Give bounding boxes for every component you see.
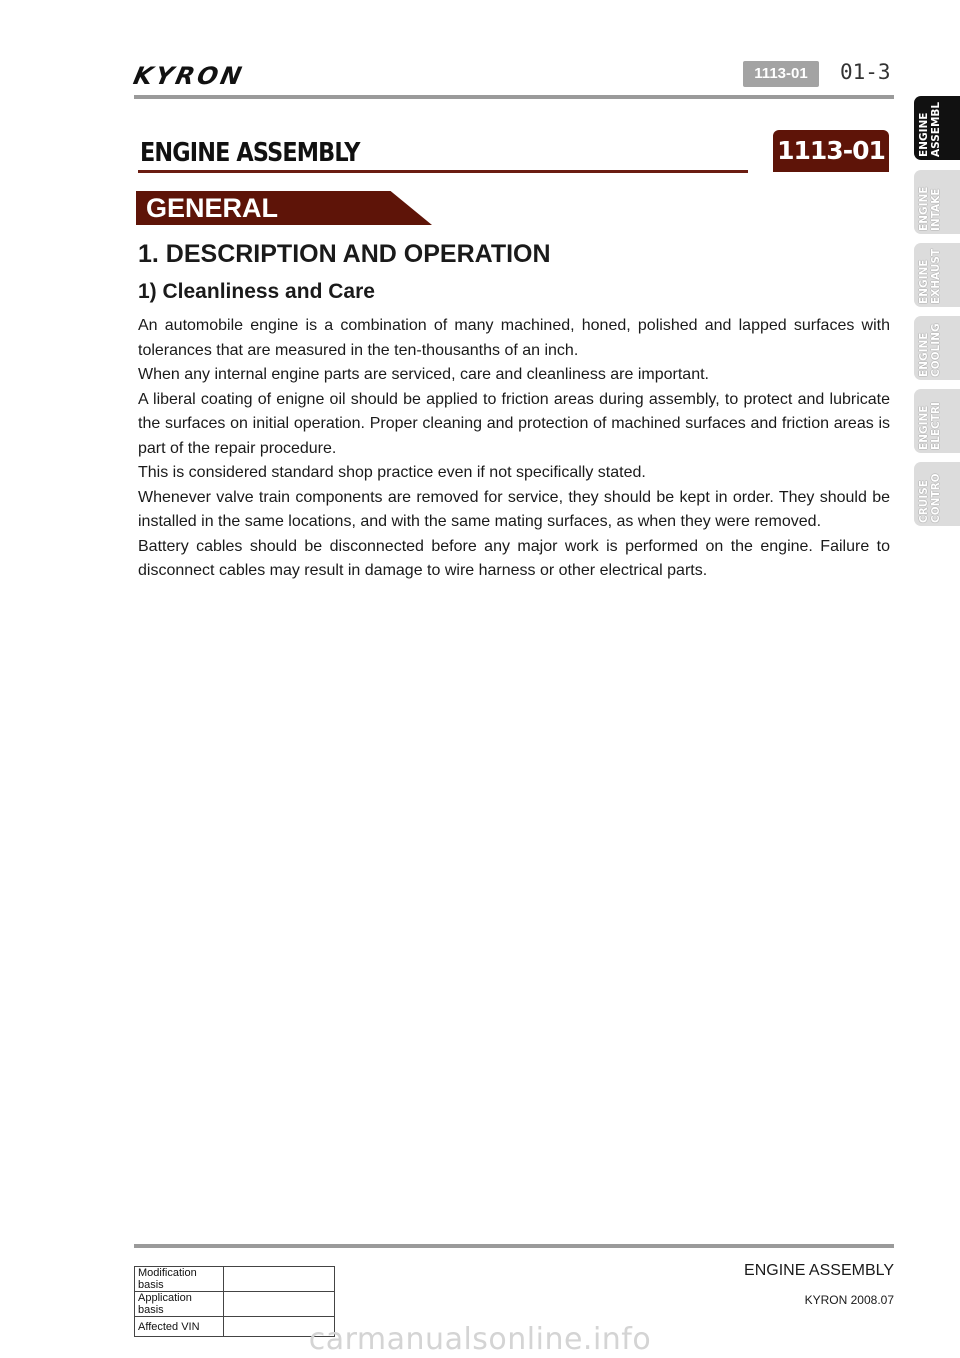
footer-subtitle: KYRON 2008.07	[804, 1293, 894, 1307]
tab-label-line1: ENGINE	[918, 405, 930, 450]
tab-label-line2: EXHAUST	[930, 248, 942, 304]
table-value	[224, 1292, 335, 1317]
table-label: Affected VIN	[135, 1317, 224, 1337]
table-label: Modification basis	[135, 1267, 224, 1292]
table-label: Application basis	[135, 1292, 224, 1317]
tab-label-line2: INTAKE	[930, 188, 942, 231]
paragraph: This is considered standard shop practice even if not specifically stated.	[138, 464, 646, 481]
section-code-badge: 1113-01	[743, 61, 819, 87]
tab-label-line2: COOLING	[930, 323, 942, 377]
tab-engine-cooling[interactable]	[914, 316, 960, 380]
section-title: ENGINE ASSEMBLY	[140, 138, 360, 168]
paragraph: Battery cables should be disconnected before any major work is performed on the engine. Failure to disconnect cables may result in damage to wire harness or other electrical parts.	[138, 537, 890, 579]
paragraph: An automobile engine is a combination of many machined, honed, polished and lapped surfaces with tolerances that are measured in the ten-thousanths of an inch.	[138, 317, 890, 359]
tab-engine-assembly[interactable]	[914, 96, 960, 160]
tab-label-line1: ENGINE	[918, 259, 930, 304]
title-underline	[138, 170, 748, 173]
tab-engine-intake[interactable]	[914, 170, 960, 234]
tab-label-line1: ENGINE	[918, 112, 930, 157]
tab-engine-electrical[interactable]	[914, 389, 960, 453]
paragraph: Whenever valve train components are removed for service, they should be kept in order. They should be installed in the same locations, and with the same mating surfaces, as when they were removed.	[138, 488, 890, 530]
tab-label-line1: ENGINE	[918, 186, 930, 231]
table-row	[135, 1292, 335, 1317]
page-number: 01-3	[840, 60, 891, 84]
tab-engine-exhaust[interactable]	[914, 243, 960, 307]
watermark: carmanualsonline.info	[308, 1322, 652, 1357]
body-text	[138, 314, 890, 584]
tab-label-line2: ASSEMBL	[930, 101, 942, 157]
sub-heading: 1) Cleanliness and Care	[138, 280, 375, 303]
tab-label-line1: CRUISE	[918, 480, 930, 523]
tab-label-line2: CONTRO	[930, 473, 942, 523]
header-divider	[134, 95, 894, 99]
kyron-logo: KYRON	[131, 62, 247, 90]
tab-label-line1: ENGINE	[918, 332, 930, 377]
footer-title: ENGINE ASSEMBLY	[744, 1262, 894, 1279]
paragraph: When any internal engine parts are serviced, care and cleanliness are important.	[138, 366, 709, 383]
section-number-badge: 1113-01	[773, 130, 889, 172]
paragraph: A liberal coating of enigne oil should be applied to friction areas during assembly, to protect and lubricate the surfaces on initial operation. Proper cleaning and protection of machined surfaces and friction areas is part of the repair procedure.	[138, 390, 890, 457]
tab-cruise-control[interactable]	[914, 462, 960, 526]
tab-label-line2: ELECTRI	[930, 402, 942, 450]
general-banner-label: GENERAL	[146, 193, 279, 223]
table-row	[135, 1267, 335, 1292]
footer-divider	[134, 1244, 894, 1248]
main-heading: 1. DESCRIPTION AND OPERATION	[138, 240, 551, 268]
table-value	[224, 1267, 335, 1292]
